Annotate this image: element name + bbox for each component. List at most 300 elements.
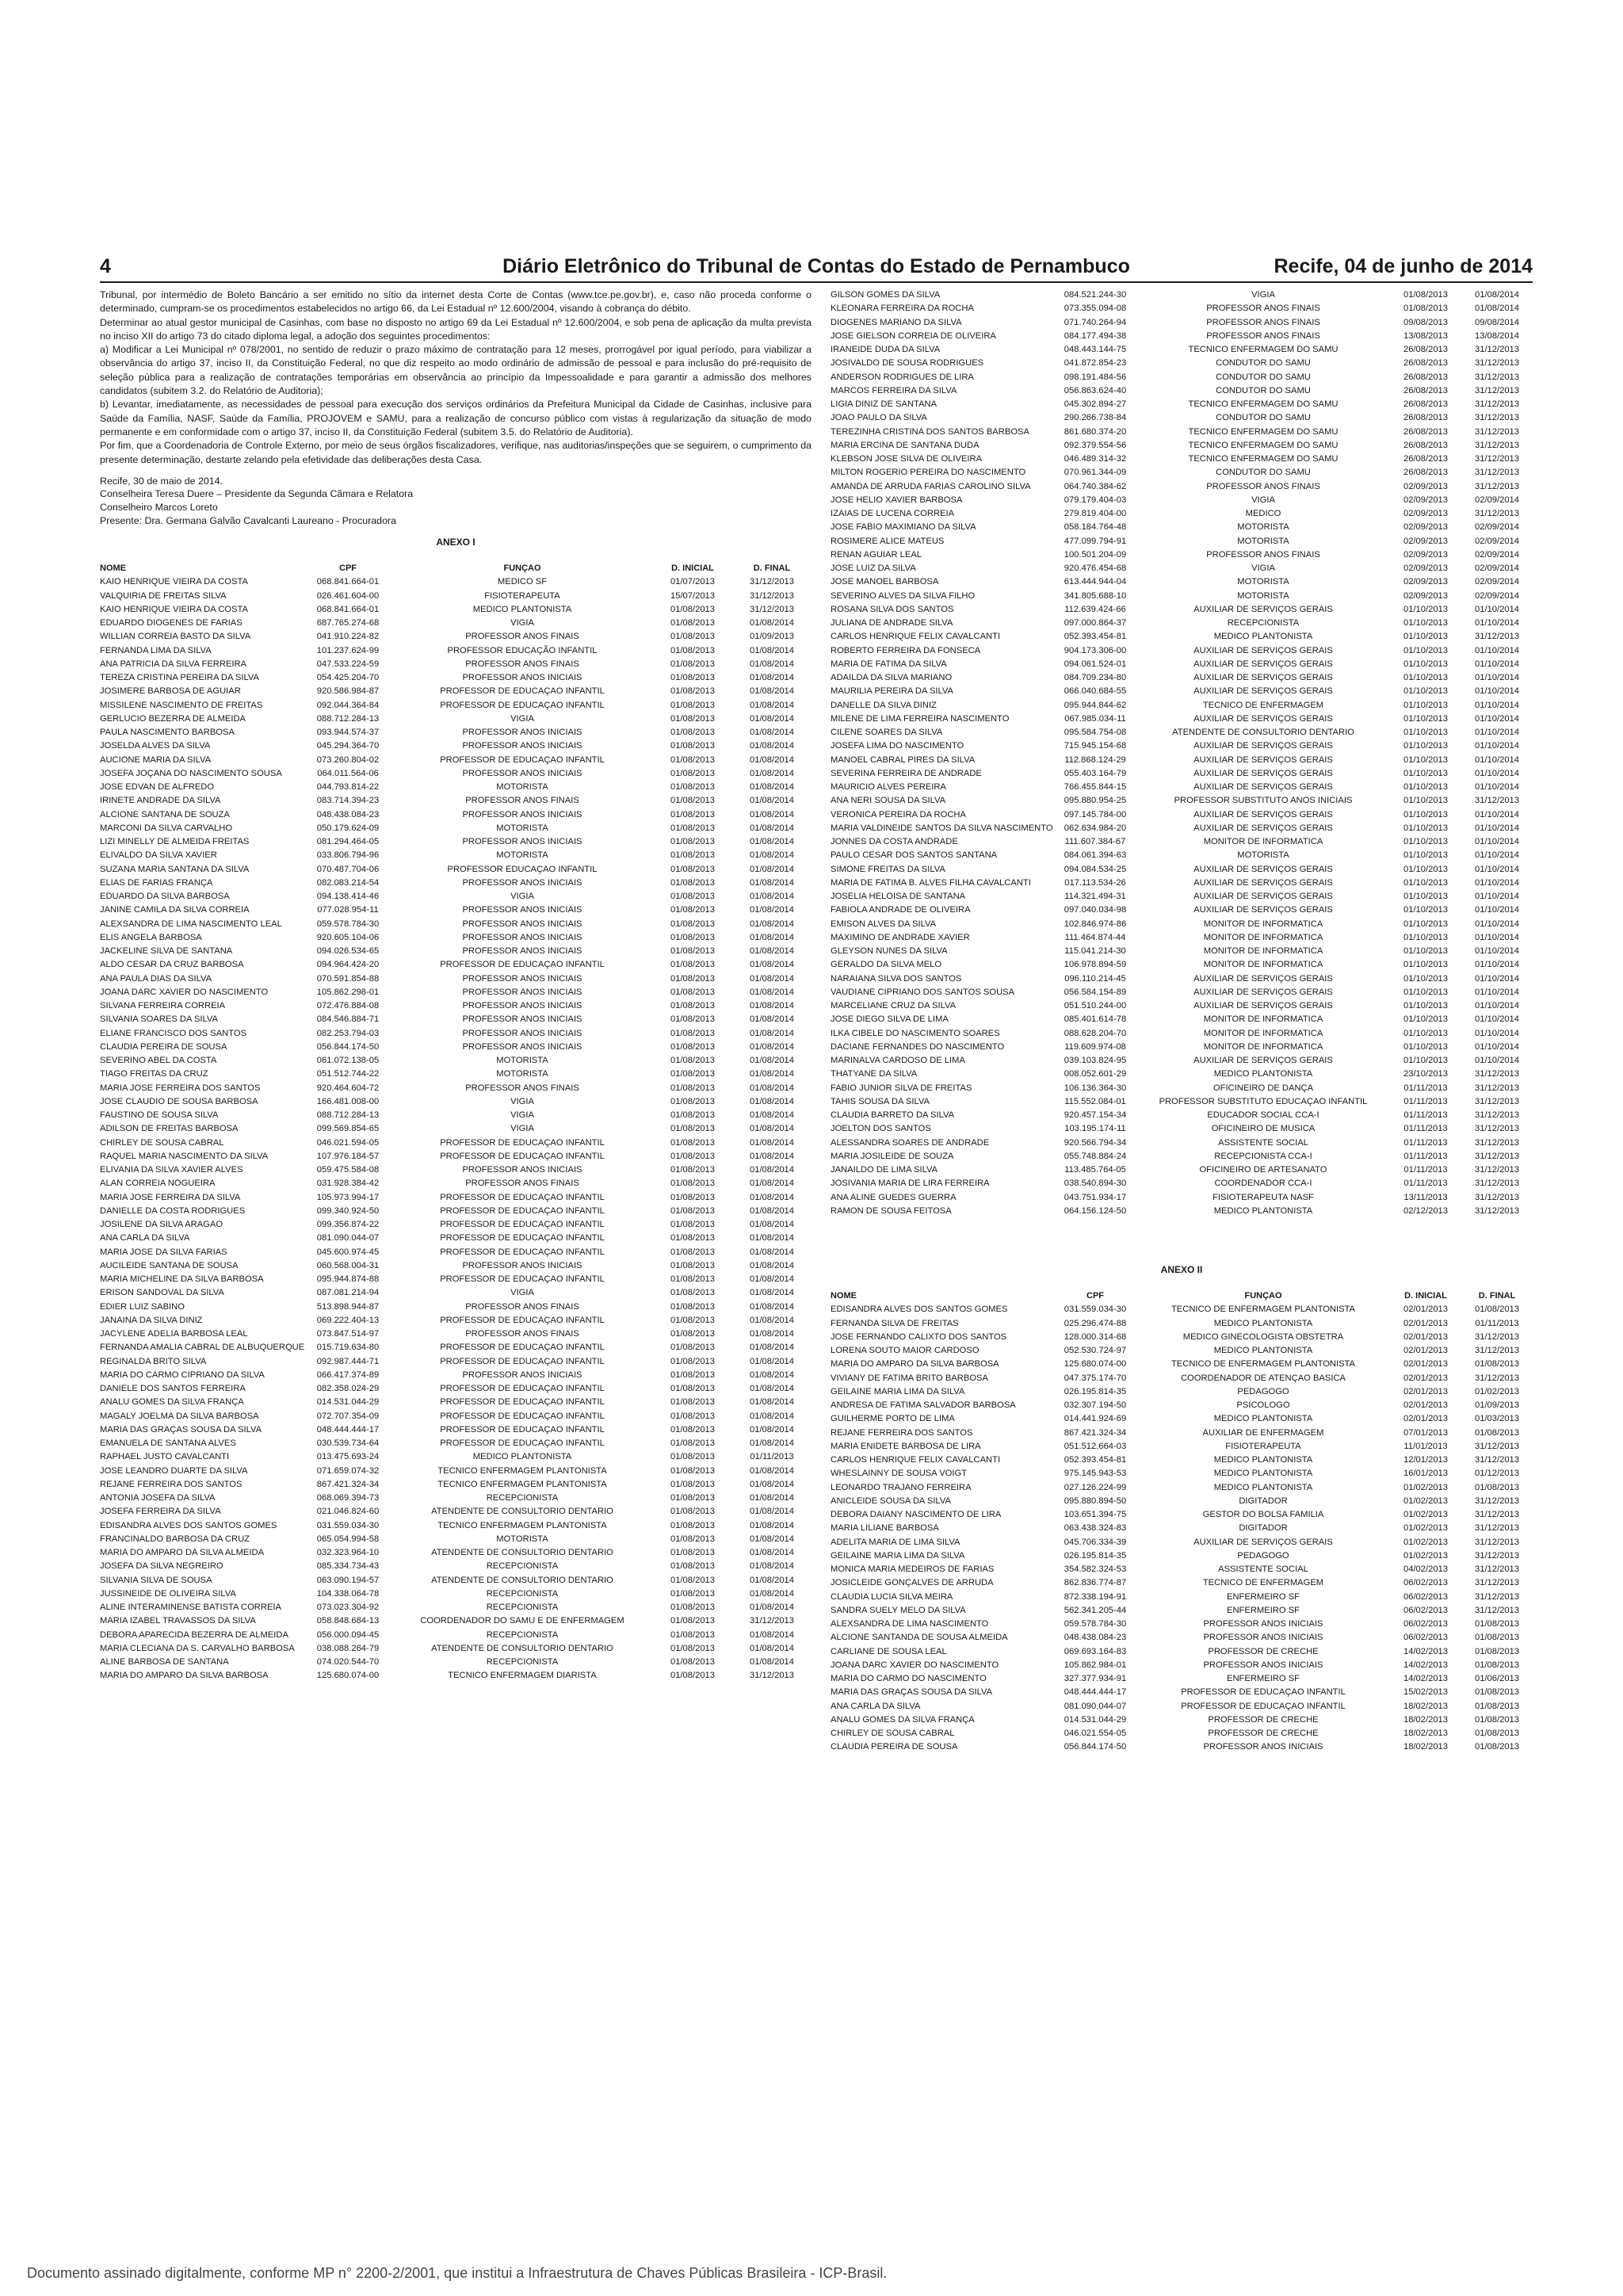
cell-d-inicial: 09/08/2013 (1403, 317, 1448, 327)
cell-funcao: PSICOLOGO (1236, 1400, 1290, 1410)
cell-d-inicial: 26/08/2013 (1403, 358, 1448, 369)
cell-cpf: 085.401.614-78 (1064, 1014, 1127, 1025)
cell-cpf: 031.928.384-42 (316, 1179, 380, 1189)
cell-d-inicial: 01/08/2013 (670, 1179, 715, 1189)
cell-funcao: PROFESSOR ANOS FINAIS (1206, 549, 1320, 560)
cell-nome: JOSIMERE BARBOSA DE AGUIAR (100, 686, 241, 697)
cell-d-inicial: 01/11/2013 (1403, 1151, 1448, 1161)
cell-d-inicial: 01/10/2013 (1403, 632, 1448, 642)
table-row (831, 316, 1533, 330)
table-row (100, 1505, 812, 1519)
cell-funcao: MOTORISTA (496, 1069, 548, 1079)
table-row (831, 371, 1533, 384)
cell-d-final: 01/12/2013 (1475, 1469, 1519, 1479)
cell-nome: GLEYSON NUNES DA SILVA (831, 946, 948, 956)
cell-funcao: MEDICO PLANTONISTA (1213, 1469, 1313, 1479)
cell-cpf: 095.944.874-88 (316, 1274, 380, 1285)
cell-d-inicial: 01/08/2013 (670, 1056, 715, 1066)
cell-funcao: MEDICO PLANTONISTA (1213, 1318, 1313, 1328)
cell-funcao: EDUCADOR SOCIAL CCA-I (1207, 1110, 1319, 1120)
table-row (831, 890, 1533, 904)
cell-nome: DEBORA DAIANY NASCIMENTO DE LIRA (831, 1510, 1002, 1519)
table-row (100, 1137, 812, 1150)
cell-nome: ANA PATRICIA DA SILVA FERREIRA (100, 659, 247, 669)
cell-d-final: 01/08/2013 (1475, 1619, 1519, 1629)
table-row (100, 1109, 812, 1122)
cell-nome: ANDERSON RODRIGUES DE LIRA (831, 372, 974, 382)
cell-funcao: FISIOTERAPEUTA NASF (1212, 1192, 1314, 1202)
cell-d-final: 01/08/2014 (750, 1151, 794, 1161)
cell-d-final: 01/08/2013 (1475, 1427, 1519, 1438)
cell-nome: JOSE LEANDRO DUARTE DA SILVA (100, 1465, 248, 1476)
cell-funcao: MEDICO PLANTONISTA (472, 1452, 572, 1462)
cell-funcao: PROFESSOR DE EDUCAÇAO INFANTIL (440, 1205, 605, 1216)
cell-cpf: 043.751.934-17 (1064, 1192, 1127, 1202)
cell-nome: MARIA CLECIANA DA S. CARVALHO BARBOSA (100, 1643, 295, 1653)
cell-nome: KAIO HENRIQUE VIEIRA DA COSTA (100, 604, 248, 614)
cell-nome: FERNANDA AMALIA CABRAL DE ALBUQUERQUE (100, 1343, 304, 1353)
cell-d-inicial: 18/02/2013 (1403, 1729, 1448, 1738)
cell-nome: CLAUDIA BARRETO DA SILVA (831, 1110, 955, 1120)
cell-nome: EMANUELA DE SANTANA ALVES (100, 1438, 236, 1449)
cell-d-final: 01/08/2014 (750, 1329, 794, 1339)
cell-nome: DEBORA APARECIDA BEZERRA DE ALMEIDA (100, 1629, 288, 1640)
cell-nome: WHESLAINNY DE SOUSA VOIGT (831, 1469, 967, 1479)
cell-d-final: 01/08/2014 (750, 1548, 794, 1558)
table-row (831, 1604, 1533, 1618)
cell-cpf: 072.707.354-09 (316, 1411, 380, 1421)
cell-nome: JOSEFA DA SILVA NEGREIRO (100, 1561, 223, 1572)
cell-d-inicial: 01/10/2013 (1403, 987, 1448, 997)
cell-d-final: 01/08/2014 (750, 905, 794, 915)
cell-funcao: AUXILIAR DE SERVIÇOS GERAIS (1193, 659, 1333, 669)
cell-d-final: 01/08/2014 (750, 1520, 794, 1530)
cell-nome: AUCILEIDE SANTANA DE SOUSA (100, 1260, 239, 1270)
cell-funcao: MOTORISTA (496, 1056, 548, 1066)
cell-d-inicial: 01/10/2013 (1403, 1041, 1448, 1052)
cell-funcao: MOTORISTA (496, 782, 548, 793)
cell-nome: JOSE FERNANDO CALIXTO DOS SANTOS (831, 1331, 1007, 1342)
table-row (831, 1700, 1533, 1713)
table-row (100, 1054, 812, 1068)
cell-cpf: 071.659.074-32 (316, 1465, 380, 1476)
cell-nome: REJANE FERREIRA DOS SANTOS (100, 1479, 242, 1489)
cell-d-final: 01/10/2014 (1475, 1056, 1519, 1065)
table-row (831, 712, 1533, 726)
cell-funcao: PROFESSOR ANOS INICIAIS (462, 932, 582, 942)
cell-cpf: 083.714.394-23 (316, 796, 380, 806)
cell-nome: CARLOS HENRIQUE FELIX CAVALCANTI (831, 1455, 1001, 1465)
cell-d-final: 01/08/2014 (750, 1205, 794, 1216)
cell-funcao: PROFESSOR ANOS FINAIS (465, 796, 579, 806)
cell-cpf: 041.872.854-23 (1064, 358, 1127, 369)
cell-nome: ELIANE FRANCISCO DOS SANTOS (100, 1028, 247, 1038)
cell-cpf: 088.628.204-70 (1064, 1028, 1127, 1038)
cell-funcao: AUXILIAR DE SERVIÇOS GERAIS (1193, 973, 1333, 984)
cell-d-final: 01/08/2014 (750, 673, 794, 683)
cell-nome: FRANCINALDO BARBOSA DA CRUZ (100, 1534, 250, 1544)
cell-d-inicial: 01/10/2013 (1403, 1014, 1448, 1025)
cell-funcao: PROFESSOR SUBSTITUTO EDUCAÇAO INFANTIL (1159, 1096, 1368, 1106)
cell-nome: MAXIMINO DE ANDRADE XAVIER (831, 932, 970, 942)
cell-funcao: MONITOR DE INFORMATICA (1203, 932, 1323, 942)
cell-nome: TEREZINHA CRISTINA DOS SANTOS BARBOSA (831, 426, 1029, 437)
cell-nome: ELIVANIA DA SILVA XAVIER ALVES (100, 1165, 243, 1175)
table-row (831, 453, 1533, 466)
table-row (100, 1369, 812, 1382)
cell-funcao: MONITOR DE INFORMATICA (1203, 837, 1323, 846)
cell-nome: CHIRLEY DE SOUSA CABRAL (100, 1137, 224, 1148)
cell-d-final: 01/10/2014 (1475, 1028, 1519, 1038)
signature-line: Presente: Dra. Germana Galvão Cavalcanti Laureano - Procuradora (100, 514, 396, 526)
cell-cpf: 045.600.974-45 (316, 1247, 380, 1257)
cell-cpf: 114.321.494-31 (1064, 892, 1126, 901)
cell-d-final: 31/12/2013 (1475, 1331, 1519, 1342)
cell-nome: JOSE DIEGO SILVA DE LIMA (831, 1014, 949, 1025)
cell-d-final: 31/12/2013 (1475, 1096, 1519, 1106)
cell-funcao: GESTOR DO BOLSA FAMILIA (1202, 1510, 1324, 1519)
table-row (831, 835, 1533, 849)
cell-d-inicial: 01/10/2013 (1403, 919, 1448, 929)
cell-funcao: TECNICO DE ENFERMAGEM PLANTONISTA (1170, 1359, 1356, 1370)
cell-funcao: AUXILIAR DE SERVIÇOS GERAIS (1193, 892, 1333, 901)
cell-nome: JOSE CLAUDIO DE SOUSA BARBOSA (100, 1096, 258, 1106)
cell-cpf: 092.987.444-71 (316, 1356, 380, 1366)
cell-d-final: 31/12/2013 (1475, 1373, 1519, 1383)
table-row (831, 1427, 1533, 1440)
cell-funcao: PROFESSOR ANOS INICIAIS (462, 1370, 582, 1380)
cell-d-inicial: 23/10/2013 (1403, 1069, 1448, 1079)
cell-funcao: AUXILIAR DE SERVIÇOS GERAIS (1193, 673, 1333, 682)
cell-nome: DANIELE DOS SANTOS FERREIRA (100, 1384, 246, 1394)
table-row (831, 1205, 1533, 1218)
cell-nome: TEREZA CRISTINA PEREIRA DA SILVA (100, 673, 260, 683)
cell-nome: JOANA DARC XAVIER DO NASCIMENTO (831, 1660, 999, 1670)
cell-cpf: 048.438.084-23 (1064, 1633, 1127, 1643)
cell-cpf: 048.438.084-23 (316, 809, 380, 819)
cell-cpf: 096.110.214-45 (1064, 973, 1126, 984)
table-row (100, 658, 812, 671)
table-row (831, 808, 1533, 822)
cell-cpf: 119.609.974-08 (1064, 1041, 1126, 1052)
table-row (100, 999, 812, 1013)
cell-d-final: 01/08/2014 (750, 1507, 794, 1517)
cell-d-inicial: 01/08/2013 (670, 1083, 715, 1093)
cell-cpf: 072.476.884-08 (316, 1001, 380, 1011)
cell-nome: MILENE DE LIMA FERREIRA NASCIMENTO (831, 713, 1010, 724)
cell-d-final: 01/10/2014 (1475, 919, 1519, 929)
cell-d-inicial: 01/10/2013 (1403, 713, 1448, 724)
cell-cpf: 014.531.044-29 (316, 1397, 380, 1408)
cell-d-inicial: 26/08/2013 (1403, 345, 1448, 354)
cell-funcao: AUXILIAR DE SERVIÇOS GERAIS (1193, 1537, 1333, 1547)
cell-nome: ROSANA SILVA DOS SANTOS (831, 604, 954, 614)
cell-funcao: AUXILIAR DE SERVIÇOS GERAIS (1193, 604, 1333, 614)
cell-cpf: 092.044.364-84 (316, 700, 380, 710)
cell-nome: SUZANA MARIA SANTANA DA SILVA (100, 864, 250, 874)
cell-d-inicial: 01/08/2013 (670, 919, 715, 929)
cell-d-inicial: 02/01/2013 (1403, 1359, 1448, 1370)
table-row (831, 1727, 1533, 1740)
cell-d-final: 01/10/2014 (1475, 713, 1519, 724)
signature-line: Recife, 30 de maio de 2014. (100, 475, 223, 487)
cell-d-final: 01/08/2014 (750, 850, 794, 861)
cell-d-final: 01/08/2014 (750, 1561, 794, 1572)
cell-funcao: PROFESSOR EDUCAÇÃO INFANTIL (447, 645, 598, 655)
cell-cpf: 094.061.524-01 (1064, 659, 1127, 669)
cell-d-final: 01/08/2013 (1475, 1742, 1519, 1752)
cell-cpf: 920.476.454-68 (1064, 563, 1127, 573)
cell-d-inicial: 01/08/2013 (670, 1041, 715, 1052)
cell-d-final: 31/12/2013 (750, 590, 794, 601)
cell-d-inicial: 01/08/2013 (670, 1220, 715, 1230)
cell-funcao: MOTORISTA (496, 1534, 548, 1544)
table-row (831, 1536, 1533, 1549)
cell-d-final: 01/10/2014 (1475, 823, 1519, 833)
cell-nome: MAGALY JOELMA DA SILVA BARBOSA (100, 1411, 259, 1421)
table-row (831, 1549, 1533, 1563)
cell-d-inicial: 01/08/2013 (670, 1603, 715, 1613)
cell-d-inicial: 01/08/2013 (670, 1452, 715, 1462)
table-row (831, 1372, 1533, 1385)
cell-d-final: 01/08/2014 (750, 686, 794, 697)
col-header-d-inicial: D. INICIAL (1404, 1291, 1447, 1301)
cell-funcao: AUXILIAR DE SERVIÇOS GERAIS (1193, 782, 1333, 792)
cell-cpf: 105.973.994-17 (316, 1192, 380, 1202)
table-row (100, 931, 812, 945)
cell-nome: FERNANDA LIMA DA SILVA (100, 645, 212, 655)
table-row (831, 1576, 1533, 1590)
cell-d-inicial: 01/10/2013 (1403, 1028, 1448, 1038)
cell-d-inicial: 01/08/2013 (670, 1465, 715, 1476)
cell-d-final: 01/10/2014 (1475, 686, 1519, 697)
cell-funcao: RECEPCIONISTA (486, 1629, 559, 1640)
cell-d-inicial: 01/08/2013 (670, 1165, 715, 1175)
table-row (831, 1686, 1533, 1699)
table-row (831, 1344, 1533, 1358)
cell-d-final: 01/11/2013 (750, 1452, 794, 1462)
table-row (831, 343, 1533, 357)
cell-d-final: 01/10/2014 (1475, 877, 1519, 888)
cell-d-inicial: 01/11/2013 (1403, 1179, 1448, 1189)
cell-nome: MARIA IZABEL TRAVASSOS DA SILVA (100, 1616, 256, 1626)
cell-d-final: 01/09/2013 (750, 632, 794, 642)
cell-nome: KLEBSON JOSE SILVA DE OLIVEIRA (831, 454, 983, 464)
cell-cpf: 095.944.844-62 (1064, 700, 1127, 710)
cell-cpf: 094.084.534-25 (1064, 864, 1127, 874)
cell-cpf: 046.021.554-05 (1064, 1729, 1127, 1738)
cell-cpf: 015.719.634-80 (316, 1343, 380, 1353)
cell-funcao: PROFESSOR DE EDUCAÇAO INFANTIL (440, 1220, 605, 1230)
table-row (100, 603, 812, 617)
cell-cpf: 095.880.954-25 (1064, 796, 1127, 806)
cell-d-final: 01/08/2014 (750, 1424, 794, 1435)
cell-nome: JOSIVALDO DE SOUSA RODRIGUES (831, 358, 984, 369)
cell-funcao: PROFESSOR DE EDUCAÇAO INFANTIL (440, 1274, 605, 1285)
table-row (100, 739, 812, 753)
cell-funcao: PROFESSOR SUBSTITUTO ANOS INICIAIS (1174, 796, 1353, 806)
cell-d-inicial: 01/10/2013 (1403, 741, 1448, 751)
cell-funcao: MONITOR DE INFORMATICA (1203, 946, 1323, 956)
cell-nome: JOSE EDVAN DE ALFREDO (100, 782, 215, 793)
table-row (831, 1412, 1533, 1426)
table-row (831, 877, 1533, 890)
cell-d-final: 01/10/2014 (1475, 782, 1519, 792)
table-row (831, 918, 1533, 931)
cell-d-final: 31/12/2013 (1475, 1346, 1519, 1355)
table-row (831, 603, 1533, 617)
cell-cpf: 013.475.693-24 (316, 1452, 380, 1462)
cell-funcao: PEDAGOGO (1237, 1550, 1289, 1561)
cell-d-final: 01/08/2014 (750, 645, 794, 655)
cell-nome: ALINE INTERAMINENSE BATISTA CORREIA (100, 1603, 281, 1613)
cell-cpf: 099.356.874-22 (316, 1220, 380, 1230)
cell-cpf: 067.985.034-11 (1064, 713, 1126, 724)
cell-cpf: 279.819.404-00 (1064, 509, 1127, 518)
cell-funcao: AUXILIAR DE ENFERMAGEM (1202, 1427, 1324, 1438)
cell-d-inicial: 01/08/2013 (670, 877, 715, 888)
cell-d-inicial: 01/10/2013 (1403, 618, 1448, 628)
cell-d-inicial: 15/02/2013 (1403, 1687, 1448, 1698)
cell-nome: MARCOS FERREIRA DA SILVA (831, 385, 957, 395)
cell-cpf: 074.020.544-70 (316, 1657, 380, 1668)
table-row (831, 1740, 1533, 1754)
cell-cpf: 920.586.984-87 (316, 686, 380, 697)
cell-nome: LEONARDO TRAJANO FERREIRA (831, 1482, 972, 1492)
cell-nome: CHIRLEY DE SOUSA CABRAL (831, 1729, 955, 1738)
cell-cpf: 030.539.734-64 (316, 1438, 380, 1449)
table-row (831, 575, 1533, 589)
cell-cpf: 055.748.884-24 (1064, 1151, 1127, 1161)
cell-nome: JOSE MANOEL BARBOSA (831, 577, 939, 587)
table-row (100, 1013, 812, 1026)
cell-d-final: 31/12/2013 (1475, 481, 1519, 491)
cell-d-final: 01/10/2014 (1475, 1041, 1519, 1052)
cell-cpf: 046.021.594-05 (316, 1137, 380, 1148)
table-row (100, 1191, 812, 1205)
cell-d-inicial: 01/11/2013 (1403, 1165, 1448, 1175)
cell-funcao: COORDENADOR DO SAMU E DE ENFERMAGEM (420, 1616, 624, 1626)
table-row (831, 1591, 1533, 1604)
cell-funcao: TECNICO ENFERMAGEM DO SAMU (1188, 426, 1338, 437)
table-row (831, 521, 1533, 534)
cell-d-final: 31/12/2013 (750, 1616, 794, 1626)
cell-d-final: 31/12/2013 (1475, 1151, 1519, 1161)
cell-nome: JACKELINE SILVA DE SANTANA (100, 946, 233, 957)
cell-d-inicial: 01/08/2013 (670, 1534, 715, 1544)
table-row (100, 835, 812, 849)
cell-funcao: FISIOTERAPEUTA (1225, 1441, 1301, 1451)
cell-cpf: 867.421.324-34 (316, 1479, 380, 1489)
cell-funcao: PROFESSOR ANOS INICIAIS (462, 837, 582, 847)
cell-cpf: 045.294.364-70 (316, 741, 380, 751)
cell-d-final: 01/08/2014 (750, 1288, 794, 1298)
cell-cpf: 055.403.164-79 (1064, 768, 1127, 778)
cell-d-inicial: 02/01/2013 (1403, 1414, 1448, 1424)
cell-nome: DACIANE FERNANDES DO NASCIMENTO (831, 1041, 1005, 1052)
cell-nome: JOAO PAULO DA SILVA (831, 413, 927, 423)
cell-cpf: 038.088.264-79 (316, 1643, 380, 1653)
cell-funcao: TECNICO ENFERMAGEM PLANTONISTA (437, 1520, 607, 1530)
cell-cpf: 046.489.314-32 (1064, 454, 1127, 464)
cell-d-final: 31/12/2013 (1475, 1441, 1519, 1451)
cell-nome: SILVANIA SOARES DA SILVA (100, 1014, 219, 1025)
table-row (831, 986, 1533, 999)
cell-funcao: MONITOR DE INFORMATICA (1203, 919, 1323, 929)
cell-cpf: 033.806.794-96 (316, 850, 380, 861)
cell-nome: MARIA DO AMPARO DA SILVA ALMEIDA (100, 1548, 265, 1558)
table-row (831, 494, 1533, 507)
cell-cpf: 290.266.738-84 (1064, 413, 1127, 423)
table-row (100, 1328, 812, 1341)
cell-d-final: 01/08/2014 (750, 1643, 794, 1653)
cell-funcao: VIGIA (1251, 495, 1275, 505)
cell-d-final: 01/08/2014 (750, 1479, 794, 1489)
cell-d-inicial: 01/10/2013 (1403, 604, 1448, 614)
cell-funcao: AUXILIAR DE SERVIÇOS GERAIS (1193, 686, 1333, 697)
cell-funcao: MONITOR DE INFORMATICA (1203, 1028, 1323, 1038)
cell-d-final: 01/10/2014 (1475, 1014, 1519, 1025)
cell-funcao: PROFESSOR ANOS INICIAIS (462, 728, 582, 738)
table-row (831, 302, 1533, 315)
cell-d-inicial: 01/08/2013 (670, 973, 715, 984)
cell-d-inicial: 07/01/2013 (1403, 1427, 1448, 1438)
table-row (100, 1437, 812, 1450)
cell-d-final: 01/11/2013 (1475, 1318, 1519, 1328)
cell-cpf: 099.569.854-65 (316, 1124, 380, 1134)
table-row (100, 1423, 812, 1437)
table-row (100, 1301, 812, 1314)
cell-d-inicial: 01/08/2013 (670, 1110, 715, 1121)
cell-funcao: PROFESSOR DE EDUCAÇAO INFANTIL (440, 1424, 605, 1435)
cell-d-final: 01/08/2014 (750, 960, 794, 970)
table-row (100, 1341, 812, 1354)
cell-d-final: 01/08/2014 (750, 1041, 794, 1052)
col-header-nome: NOME (831, 1291, 857, 1301)
cell-nome: ANDRESA DE FATIMA SALVADOR BARBOSA (831, 1400, 1016, 1410)
cell-funcao: MONITOR DE INFORMATICA (1203, 1041, 1323, 1052)
cell-d-inicial: 01/08/2013 (670, 837, 715, 847)
table-row (100, 590, 812, 603)
cell-d-final: 01/08/2014 (750, 1179, 794, 1189)
col-header-d-inicial: D. INICIAL (671, 563, 714, 574)
cell-cpf: 084.177.494-38 (1064, 330, 1127, 341)
table-row (831, 1713, 1533, 1727)
cell-d-inicial: 01/11/2013 (1403, 1096, 1448, 1106)
cell-nome: KAIO HENRIQUE VIEIRA DA COSTA (100, 577, 248, 587)
cell-nome: SEVERINA FERREIRA DE ANDRADE (831, 768, 982, 778)
cell-nome: ALCIONE SANTANA DE SOUZA (100, 809, 230, 819)
table-row (100, 1246, 812, 1259)
cell-cpf: 059.475.584-08 (316, 1165, 380, 1175)
cell-nome: ERISON SANDOVAL DA SILVA (100, 1288, 224, 1298)
cell-d-final: 01/08/2014 (750, 713, 794, 724)
cell-funcao: PROFESSOR DE EDUCAÇAO INFANTIL (440, 1438, 605, 1449)
cell-funcao: PROFESSOR ANOS FINAIS (1206, 317, 1320, 327)
cell-funcao: PROFESSOR ANOS INICIAIS (462, 1001, 582, 1011)
cell-d-inicial: 01/08/2013 (670, 1643, 715, 1653)
cell-cpf: 052.393.454-81 (1064, 632, 1127, 642)
cell-cpf: 687.765.274-68 (316, 618, 380, 628)
col-header-d-final: D. FINAL (1478, 1291, 1516, 1301)
cell-cpf: 103.651.394-75 (1064, 1510, 1127, 1519)
cell-funcao: TECNICO ENFERMAGEM DO SAMU (1188, 440, 1338, 450)
cell-cpf: 079.179.404-03 (1064, 495, 1127, 505)
cell-nome: JOSE HELIO XAVIER BARBOSA (831, 495, 963, 505)
cell-funcao: MEDICO PLANTONISTA (1213, 1205, 1313, 1216)
cell-d-inicial: 01/07/2013 (670, 577, 715, 587)
table-row (831, 1454, 1533, 1467)
